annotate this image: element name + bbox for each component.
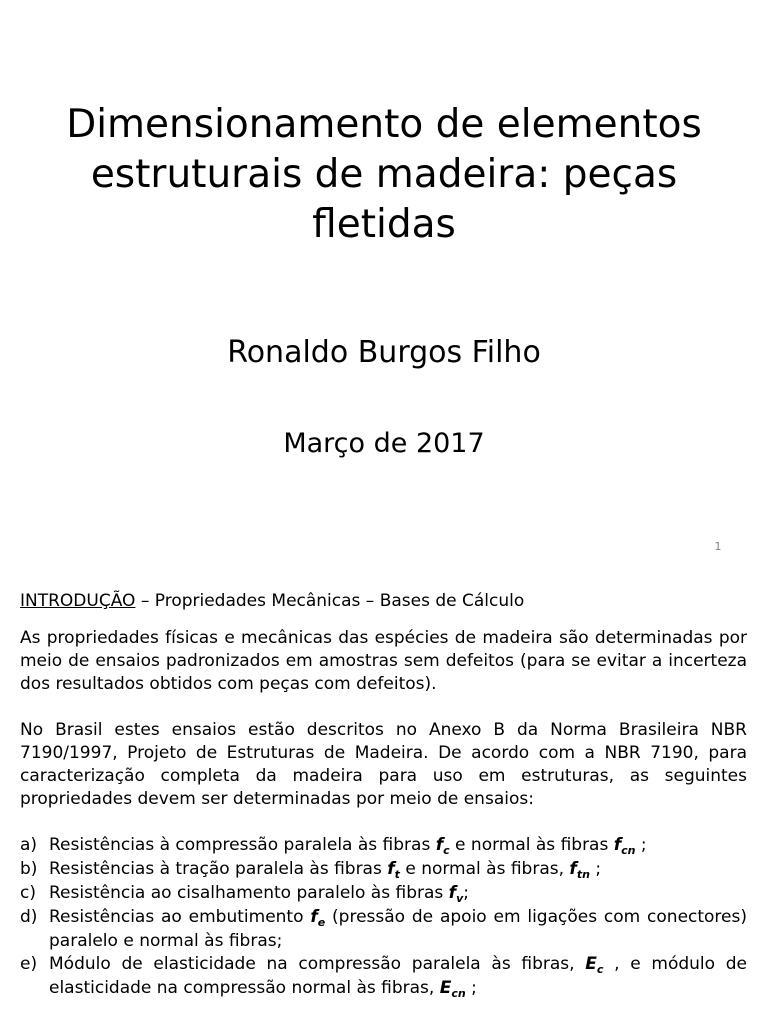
- item-text: ;: [635, 835, 647, 855]
- list-item: [20, 858, 747, 882]
- symbol: f: [613, 835, 622, 855]
- section-heading: [20, 590, 747, 613]
- heading-subtitle: – Propriedades Mecânicas – Bases de Cálculo: [135, 591, 525, 611]
- title-line: Dimensionamento de elementos: [66, 102, 702, 147]
- item-text: Módulo de elasticidade na compressão paralela às fibras,: [49, 954, 586, 974]
- list-marker: a): [20, 835, 38, 855]
- subscript: t: [394, 868, 400, 881]
- paragraph-properties: As propriedades físicas e mecânicas das espécies de madeira são determinadas por meio de ensaios padronizados em amostras sem defeitos (para se evitar a incerteza dos resultados obtidos com peças com defeitos).: [20, 628, 747, 694]
- paragraph-norm: No Brasil estes ensaios estão descritos no Anexo B da Norma Brasileira NBR 7190/1997, Projeto de Estruturas de Madeira. De acordo com a NBR 7190, para caracterização completa da madeira para uso em estruturas, as seguintes propriedades devem ser determinadas por meio de ensaios:: [20, 720, 747, 809]
- symbol: f: [387, 859, 395, 879]
- item-text: Resistências à compressão paralela às fibras: [49, 835, 436, 855]
- subscript: tn: [576, 868, 590, 881]
- symbol: f: [310, 907, 318, 927]
- list-marker: c): [20, 883, 36, 903]
- subscript: cn: [621, 844, 636, 857]
- symbol: f: [435, 835, 444, 855]
- heading-underlined-word: INTRODUÇÃO: [20, 591, 136, 611]
- list-item: [20, 953, 747, 1001]
- list-marker: b): [20, 859, 38, 879]
- symbol: f: [569, 859, 577, 879]
- title-line: fletidas: [312, 202, 456, 247]
- subscript: cn: [451, 987, 466, 1000]
- subscript: v: [456, 892, 464, 905]
- title-line: estruturais de madeira: peças: [90, 152, 678, 197]
- introduction-slide: [20, 590, 747, 1001]
- item-text: (pressão de apoio em ligações com conectores) paralelo e normal às fibras;: [49, 907, 747, 951]
- author-name: Ronaldo Burgos Filho: [227, 335, 541, 370]
- list-item: [20, 906, 747, 953]
- item-text: Resistências à tração paralela às fibras: [49, 859, 388, 879]
- symbol: E: [585, 954, 597, 974]
- subscript: e: [317, 916, 326, 929]
- item-text: ;: [463, 883, 469, 903]
- item-text: ;: [589, 859, 602, 879]
- list-item: [20, 834, 747, 858]
- list-marker: d): [20, 907, 38, 927]
- item-text: e normal às fibras,: [399, 859, 570, 879]
- item-text: e normal às fibras: [449, 835, 614, 855]
- subscript: c: [596, 963, 604, 976]
- symbol: f: [448, 883, 457, 903]
- property-list: [20, 834, 747, 1001]
- presentation-title: [0, 100, 768, 250]
- symbol: E: [439, 978, 452, 998]
- presentation-date: Março de 2017: [283, 428, 485, 459]
- item-text: Resistência ao cisalhamento paralelo às fibras: [49, 883, 449, 903]
- item-text: ;: [465, 978, 477, 998]
- slide-number: 1: [714, 540, 722, 553]
- item-text: , e módulo de elasticidade na compressão normal às fibras,: [49, 954, 747, 998]
- list-marker: e): [20, 954, 38, 974]
- item-text: Resistências ao embutimento: [49, 907, 311, 927]
- subscript: c: [443, 844, 450, 857]
- list-item: [20, 882, 747, 906]
